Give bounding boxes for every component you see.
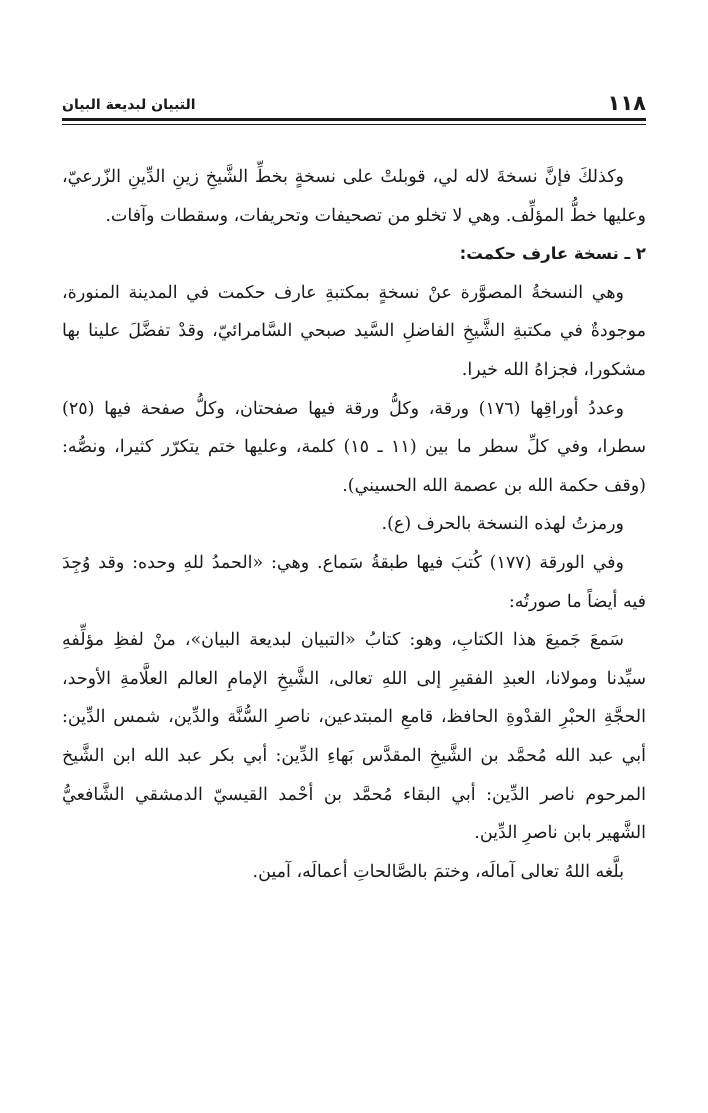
paragraph-lala-li-copy: وكذلكَ فإنَّ نسخةَ لاله لي، قوبلتْ على نسخةٍ بخطِّ الشَّيخِ زينِ الدِّينِ الزّرعيّ، وعليها خطُّ المؤلِّف. وهي لا تخلو من تصحيفات وتحريفات، وسقطات وآفات. bbox=[62, 167, 646, 226]
section-heading-aref-hikmat: ٢ ـ نسخة عارف حكمت: bbox=[459, 244, 646, 264]
page-number: ١١٨ bbox=[607, 91, 646, 115]
page-body bbox=[62, 158, 646, 891]
header-rule-thick bbox=[62, 118, 646, 121]
page-header bbox=[62, 82, 646, 116]
paragraph-audition-note: وفي الورقة (١٧٧) كُتبَ فيها طبقةُ سَماع. وهي: «الحمدُ للهِ وحده: وقد وُجِدَ فيه أيضاً ما صورتُه: bbox=[62, 552, 646, 612]
paragraph-folio-count: وعددُ أوراقِها (١٧٦) ورقة، وكلُّ ورقة فيها صفحتان، وكلُّ صفحة فيها (٢٥) سطرا، وفي كلِّ سطر ما بين (١١ ـ ١٥) كلمة، وعليها ختم يتكرّر كثيرا، ونصُّه: (وقف حكمة الله بن عصمة الله الحسيني). bbox=[62, 398, 646, 496]
paragraph-manuscript-description: وهي النسخةُ المصوَّرة عنْ نسخةٍ بمكتبةِ عارف حكمت في المدينة المنورة، موجودةٌ في مكتبةِ الشَّيخِ الفاضلِ السَّيد صبحي السَّامرائيّ، وقدْ تفضَّلَ علينا بها مشكورا، فجزاهُ الله خيرا. bbox=[62, 282, 646, 380]
paragraph-audition-text: سَمعَ جَميعَ هذا الكتابِ، وهو: كتابُ «التبيان لبديعة البيان»، منْ لفظِ مؤلِّفهِ سيِّدنا ومولانا، العبدِ الفقيرِ إلى اللهِ تعالى، الشَّيخِ الإمامِ العالم العلَّامةِ الأوحد، الحجَّةِ الحبْرِ القدْوةِ الحافظ، قامعِ المبتدعين، ناصرِ السُّنَّة والدِّين، شمس الدِّين: أبي عبد الله مُحمَّد بن الشَّيخِ المقدَّس بَهاءِ الدِّين: أبي بكر عبد الله ابن الشَّيخ المرحوم ناصر الدِّين: أبي البقاء مُحمَّد بن أحْمد القيسيّ الدمشقي الشَّافعيُّ الشَّهير بابن ناصرِ الدِّين. bbox=[62, 630, 646, 844]
header-rule-thin bbox=[62, 124, 646, 125]
book-page bbox=[62, 0, 646, 1113]
paragraph-symbol: ورمزتُ لهذه النسخة بالحرف (ع). bbox=[381, 514, 624, 535]
paragraph-closing-prayer: بلَّغه اللهُ تعالى آمالَه، وختمَ بالصَّالحاتِ أعمالَه، آمين. bbox=[252, 861, 624, 882]
running-title: التبيان لبديعة البيان bbox=[62, 97, 196, 113]
